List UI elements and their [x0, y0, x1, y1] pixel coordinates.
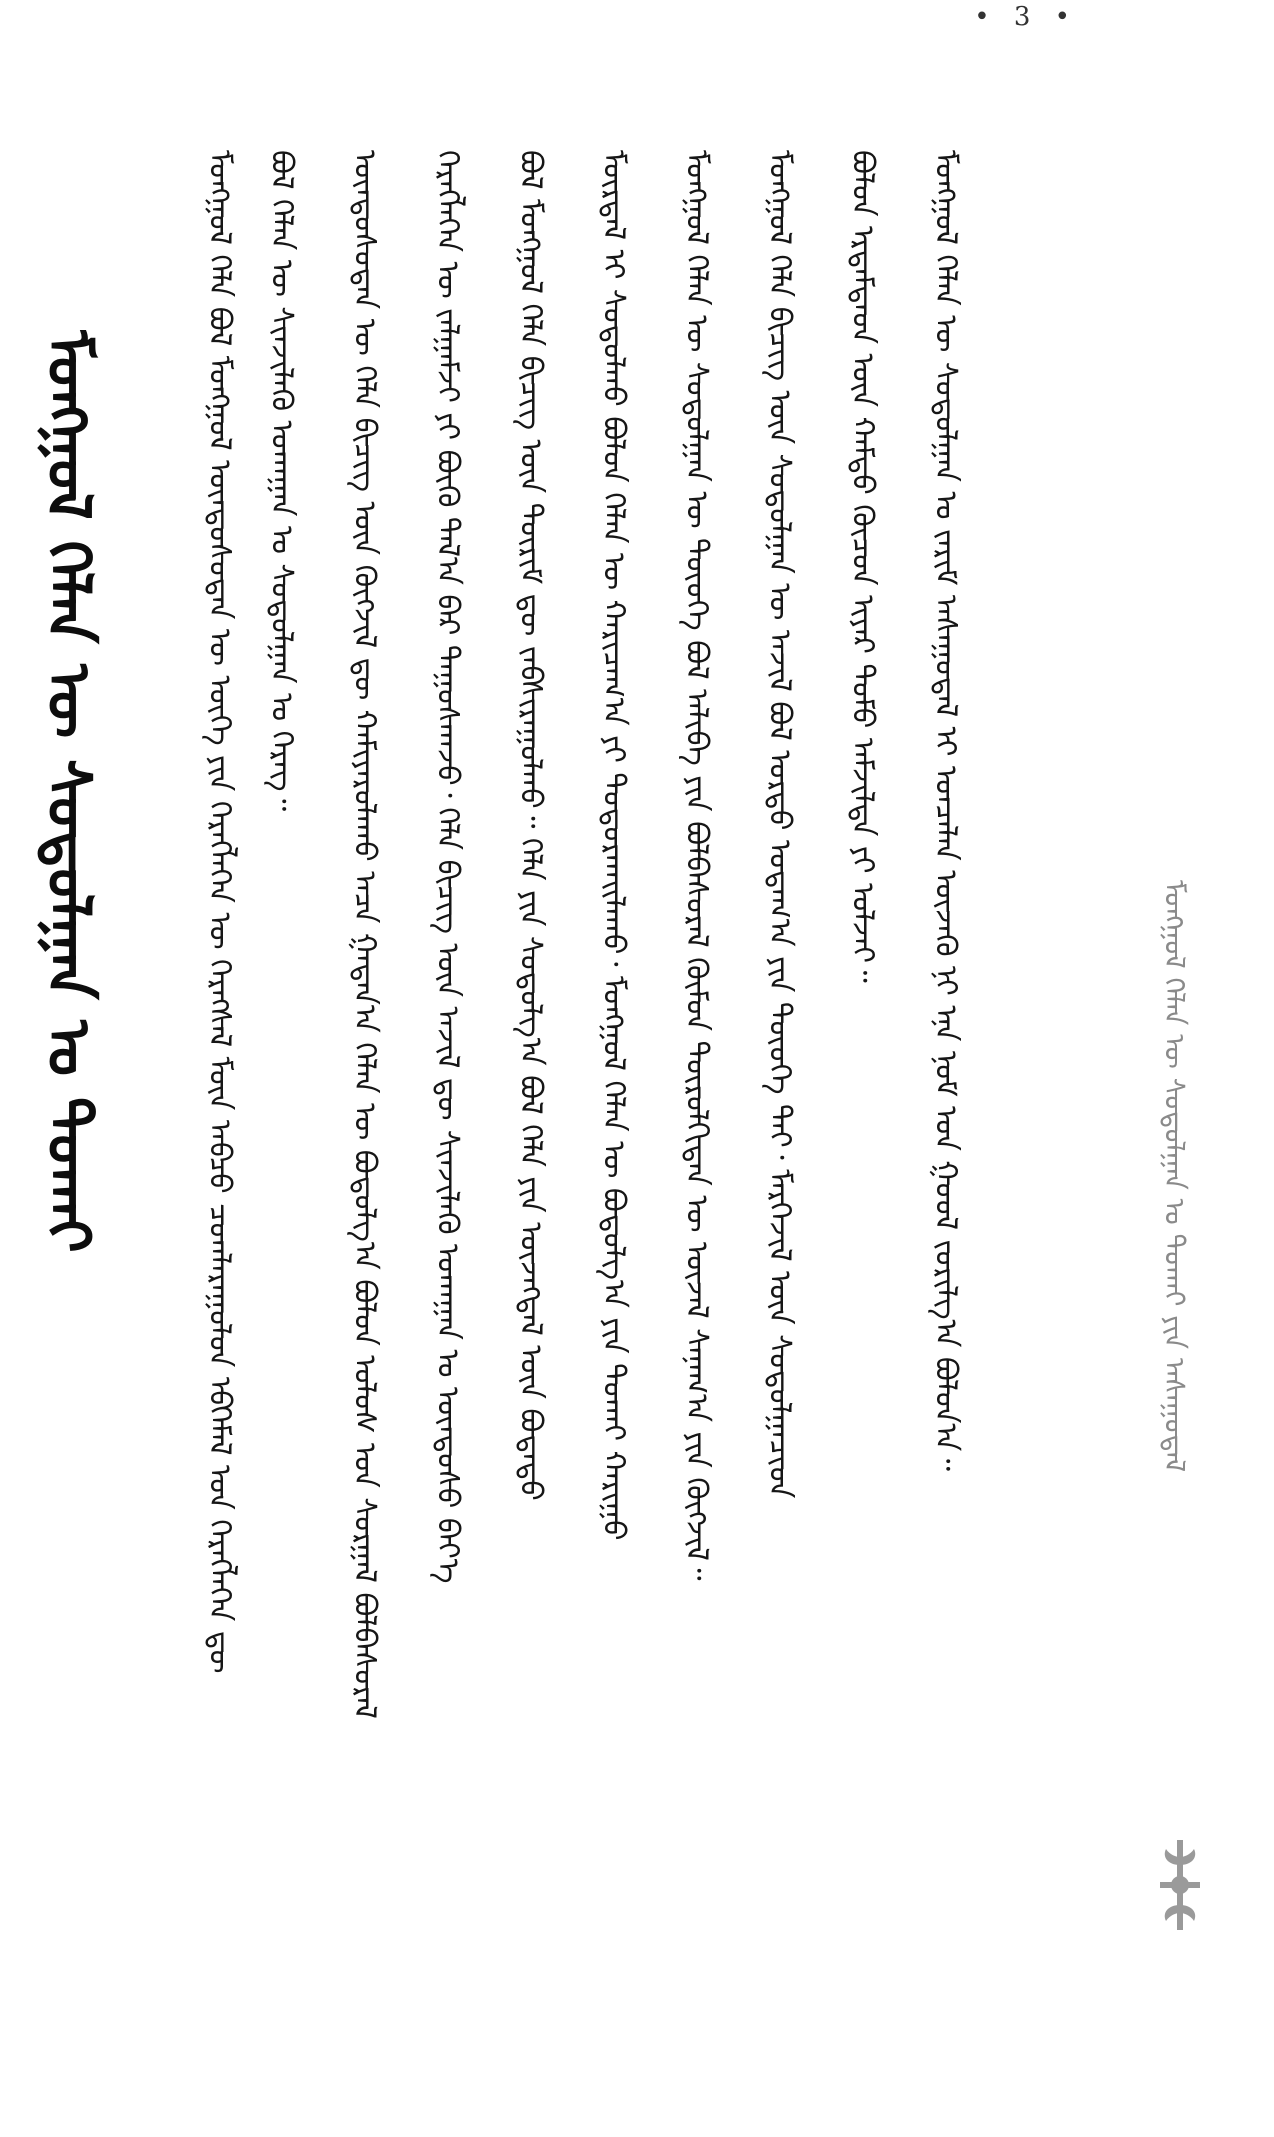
page-number: • 3 • — [974, 2, 1078, 32]
body-column: ᠮᠣᠩᠭᠣᠯ ᠬᠡᠯᠡ ᠪᠢᠴᠢᠭ ᠦᠨ ᠰᠤᠳᠤᠯᠭᠠᠨ ᠦ ᠠᠵᠢᠯ ᠪᠣᠯ ᠤᠷᠲᠤ ᠤᠳᠠᠭ᠎ᠠ ᠶᠢᠨ ᠲᠦᠦᠬᠡ ᠲᠠᠢ᠂ ᠮᠡᠷᠭᠡᠵᠢᠯ ᠦᠨ ᠰᠤᠳᠤᠯᠭᠠᠴᠢᠳ — [762, 150, 797, 1499]
page-title: ᠮᠣᠩᠭᠣᠯ ᠬᠡᠯᠡᠨ ᠦ ᠰᠤᠳᠤᠯᠭᠠᠨ ᠤ ᠲᠤᠬᠠᠢ — [33, 330, 103, 1253]
body-column: ᠮᠥᠷᠳᠡᠯ ᠢ ᠰᠤᠳᠤᠯᠬᠤ ᠪᠣᠯᠤᠨ ᠬᠡᠯᠡᠨ ᠦ ᠬᠠᠷᠢᠴᠠᠭ᠎ᠠ ᠶᠢ ᠲᠣᠳᠤᠷᠬᠠᠢᠯᠠᠬᠤ᠂ ᠮᠣᠩᠭᠣᠯ ᠬᠡᠯᠡᠨ ᠦ ᠪᠣᠳᠣᠯᠭ᠎ᠠ ᠶᠢᠨ ᠲᠤᠬᠠᠢ ᠬᠠᠷᠢᠭᠤ — [596, 150, 631, 1541]
body-column: ᠪᠣᠯᠤᠨ ᠡᠷᠳᠡᠮᠲᠡᠳ ᠦᠨ ᠬᠠᠮᠲᠤ ᠬᠦᠴᠦᠨ ᠢᠶᠡᠷ ᠲᠣᠮᠣ ᠠᠮᠵᠢᠯᠲᠠ ᠶᠢ ᠣᠯᠵᠠᠢ᠃ — [845, 150, 880, 983]
running-header: ᠮᠣᠩᠭᠣᠯ ᠬᠡᠯᠡᠨ ᠦ ᠰᠤᠳᠤᠯᠭᠠᠨ ᠤ ᠲᠤᠬᠠᠢ ᠶᠢᠨ ᠠᠰᠠᠭᠤᠳᠠᠯ — [1158, 880, 1191, 1473]
body-column: ᠦᠨᠳᠦᠰᠦᠲᠡᠨ ᠦ ᠬᠡᠯᠡ ᠪᠢᠴᠢᠭ ᠦᠨ ᠬᠦᠭᠵᠢᠯ ᠳᠦ ᠬᠠᠮᠢᠶᠠᠷᠤᠯᠠᠬᠤ ᠠᠴᠠ ᠭᠠᠳᠠᠨ᠎ᠠ ᠬᠡᠯᠡᠨ ᠦ ᠪᠣᠳᠣᠯᠭ᠎ᠠ ᠪᠣᠯᠤᠨ ᠤᠯᠤᠰ ᠤᠨ ᠰᠤᠷᠭᠠᠯ ᠪᠣᠯᠪᠠᠰᠤᠷᠠᠯ — [347, 150, 382, 1719]
body-column: ᠮᠣᠩᠭᠣᠯ ᠬᠡᠯᠡ ᠪᠣᠯ ᠮᠣᠩᠭᠣᠯ ᠦᠨᠳᠦᠰᠦᠲᠡᠨ ᠦ ᠦᠭᠡ ᠶᠢᠨ ᠬᠡᠷᠡᠭᠯᠡᠭᠡᠨ ᠦ ᠬᠡᠷᠡᠭᠰᠡᠯ ᠮᠥᠨ ᠠᠪᠴᠤ ᠴᠤᠭᠯᠠᠷᠠᠭᠤᠯᠤᠨ ᠡᠪᠬᠡᠮᠡᠯ ᠤᠨ ᠬᠡᠷᠡᠭᠯᠡᠭᠡᠨ ᠳᠦ — [202, 150, 237, 1674]
body-column: ᠮᠣᠩᠭᠣᠯ ᠬᠡᠯᠡᠨ ᠦ ᠰᠤᠳᠤᠯᠭᠠᠨ ᠦ ᠲᠦᠦᠬᠡ ᠪᠣᠯ ᠠᠯᠢᠪᠠ ᠶᠢᠨ ᠪᠣᠯᠪᠠᠰᠤᠷᠠᠯ ᠬᠦᠮᠦᠨ ᠲᠥᠷᠦᠯᠬᠢᠲᠡᠨ ᠦ ᠦᠵᠡᠯ ᠰᠠᠨᠠᠭ᠎ᠠ ᠶᠢᠨ ᠬᠥᠭᠵᠢᠯ᠃ — [679, 150, 714, 1581]
body-column: ᠪᠣᠯ ᠮᠣᠩᠭᠣᠯ ᠬᠡᠯᠡ ᠪᠢᠴᠢᠭ ᠦᠨ ᠳᠦᠷᠢᠮ ᠳᠦ ᠵᠠᠪᠰᠢᠷᠠᠭᠤᠯᠬᠤ᠃ ᠬᠡᠯᠡ ᠶᠢᠨ ᠰᠤᠳᠤᠯᠭ᠎ᠠ ᠪᠣᠯ ᠬᠡᠯᠡ ᠶᠢᠨ ᠦᠵᠡᠭᠳᠡᠯ ᠦᠨ ᠪᠣᠳᠠᠳᠤ — [513, 150, 548, 1501]
body-column: ᠮᠣᠩᠭᠣᠯ ᠬᠡᠯᠡᠨ ᠦ ᠰᠤᠳᠤᠯᠭᠠᠨ ᠤ ᠵᠠᠷᠢᠮ ᠠᠰᠠᠭᠤᠳᠠᠯ ᠢ ᠣᠨᠴᠠᠯᠠᠨ ᠦᠵᠡᠬᠦ ᠨᠢ ᠡᠨᠡ ᠨᠣᠮ ᠤᠨ ᠭᠣᠣᠯ ᠵᠣᠷᠢᠯᠭ᠎ᠠ ᠪᠣᠯᠤᠨ᠎ᠠ᠃ — [928, 150, 963, 1472]
ornament-icon — [1158, 1835, 1202, 1935]
body-column: ᠬᠡᠷᠡᠭᠯᠡᠭᠡᠨ ᠦ ᠵᠠᠯᠭᠠᠮᠵᠢ ᠶᠢ ᠪᠦᠬᠦ ᠲᠠᠯ᠎ᠠ ᠪᠡᠷ ᠳᠠᠭᠤᠰᠬᠠᠵᠤ᠂ ᠬᠡᠯᠡ ᠪᠢᠴᠢᠭ ᠦᠨ ᠠᠵᠢᠯ ᠳᠦ ᠰᠢᠨᠵᠢᠯᠡᠬᠦ ᠤᠬᠠᠭᠠᠨ ᠤ ᠦᠨᠳᠦᠰᠦ ᠪᠡᠶ᠎ᠡ — [430, 150, 465, 1584]
body-column: ᠪᠣᠯ ᠬᠡᠯᠡᠨ ᠦ ᠰᠢᠨᠵᠢᠯᠡᠬᠦ ᠤᠬᠠᠭᠠᠨ ᠤ ᠰᠤᠳᠤᠯᠭᠠᠨ ᠤ ᠬᠡᠷᠡᠭ᠃ — [264, 150, 299, 812]
